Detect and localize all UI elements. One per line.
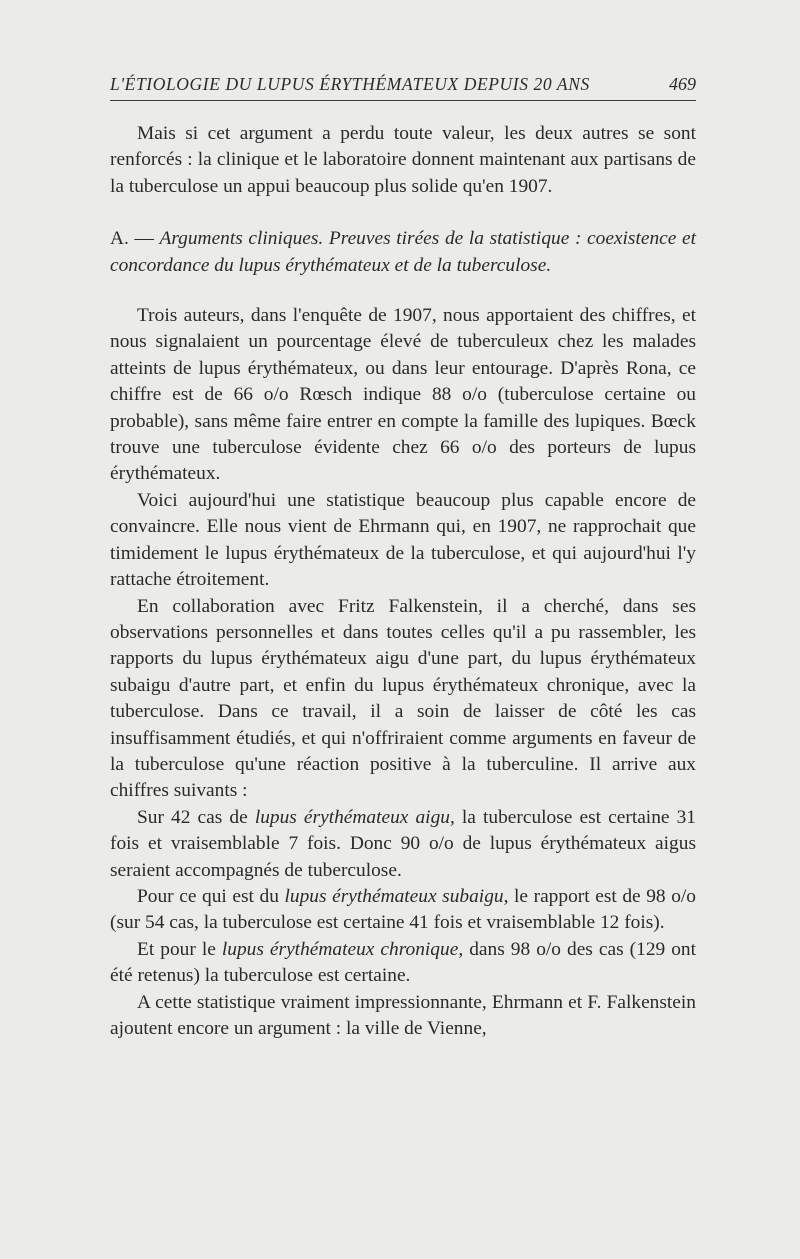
paragraph-ehrmann: Voici aujourd'hui une statistique beaucoup plus capable encore de convaincre. Elle nous vient de Ehrmann qui, en 1907, ne rapprochait que timidement le lupus érythémateux de la tuberculose, et qui aujourd'hui l'y rattache étroitement. bbox=[110, 489, 696, 591]
text-run: , dans 98 o/o des cas (129 ont été retenus) la tuberculose est certaine. bbox=[110, 938, 697, 987]
paragraph-intro: Mais si cet argument a perdu toute valeur, les deux autres se sont renforcés : la clinique et le laboratoire donnent maintenant aux partisans de la tuberculose un appui beaucoup plus solide qu'en 1907. bbox=[110, 123, 696, 197]
italic-term: lupus érythémateux subaigu bbox=[284, 885, 504, 907]
text-run: Sur 42 cas de bbox=[137, 806, 255, 828]
paragraph-enquete-1907: Trois auteurs, dans l'enquête de 1907, nous apportaient des chiffres, et nous signalaient un pourcentage élevé de tuberculeux chez les malades atteints de lupus érythémateux, ou dans leur entourage. D'après Rona, ce chiffre est de 66 o/o Rœsch indique 88 o/o (tuberculose certaine ou probable), sans même faire entrer en compte la famille des lupiques. Bœck trouve une tuberculose évidente chez 66 o/o des porteurs de lupus érythémateux. bbox=[110, 305, 696, 485]
italic-term: lupus érythémateux aigu bbox=[254, 806, 450, 828]
text-run: Et pour le bbox=[137, 938, 222, 960]
text-run: Pour ce qui est du bbox=[137, 885, 285, 907]
paragraph-vienne: A cette statistique vraiment impressionnante, Ehrmann et F. Falkenstein ajoutent encore un argument : la ville de Vienne, bbox=[110, 991, 696, 1039]
spacer bbox=[110, 200, 696, 226]
paragraph-falkenstein: En collaboration avec Fritz Falkenstein, il a cherché, dans ses observations personnelles et dans toutes celles qu'il a pu rassembler, les rapports du lupus érythémateux aigu d'une part, du lupus érythémateux subaigu d'autre part, et enfin du lupus érythémateux chronique, avec la tuberculose. Dans ce travail, il a soin de laisser de côté les cas insuffisamment étudiés, et qui n'offriraient comme arguments en faveur de la tuberculose qu'une réaction positive à la tuberculine. Il arrive aux chiffres suivants : bbox=[110, 595, 696, 802]
running-header bbox=[110, 66, 696, 101]
paragraph-lupus-aigu bbox=[110, 805, 696, 884]
section-heading-letter: A. — bbox=[110, 228, 160, 250]
section-heading bbox=[110, 226, 696, 279]
text-run: , la tuberculose est certaine 31 fois et vraisemblable 7 fois. Donc 90 o/o de lupus érythémateux aigus seraient accompagnés de tuberculose. bbox=[110, 806, 696, 881]
spacer bbox=[110, 279, 696, 303]
section-heading-title: Arguments cliniques. Preuves tirées de la statistique : coexistence et concordance du lupus érythémateux et de la tuberculose. bbox=[110, 228, 696, 276]
paragraph-lupus-subaigu bbox=[110, 884, 696, 937]
page-number: 469 bbox=[669, 74, 696, 94]
running-title: L'ÉTIOLOGIE DU LUPUS ÉRYTHÉMATEUX DEPUIS 20 ANS bbox=[110, 74, 590, 94]
italic-term: lupus érythémateux chronique bbox=[221, 938, 459, 960]
body-text bbox=[110, 121, 696, 1042]
text-run: , le rapport est de 98 o/o (sur 54 cas, la tuberculose est certaine 41 fois et vraisemblable 12 fois). bbox=[110, 885, 696, 934]
paragraph-lupus-chronique bbox=[110, 937, 696, 990]
